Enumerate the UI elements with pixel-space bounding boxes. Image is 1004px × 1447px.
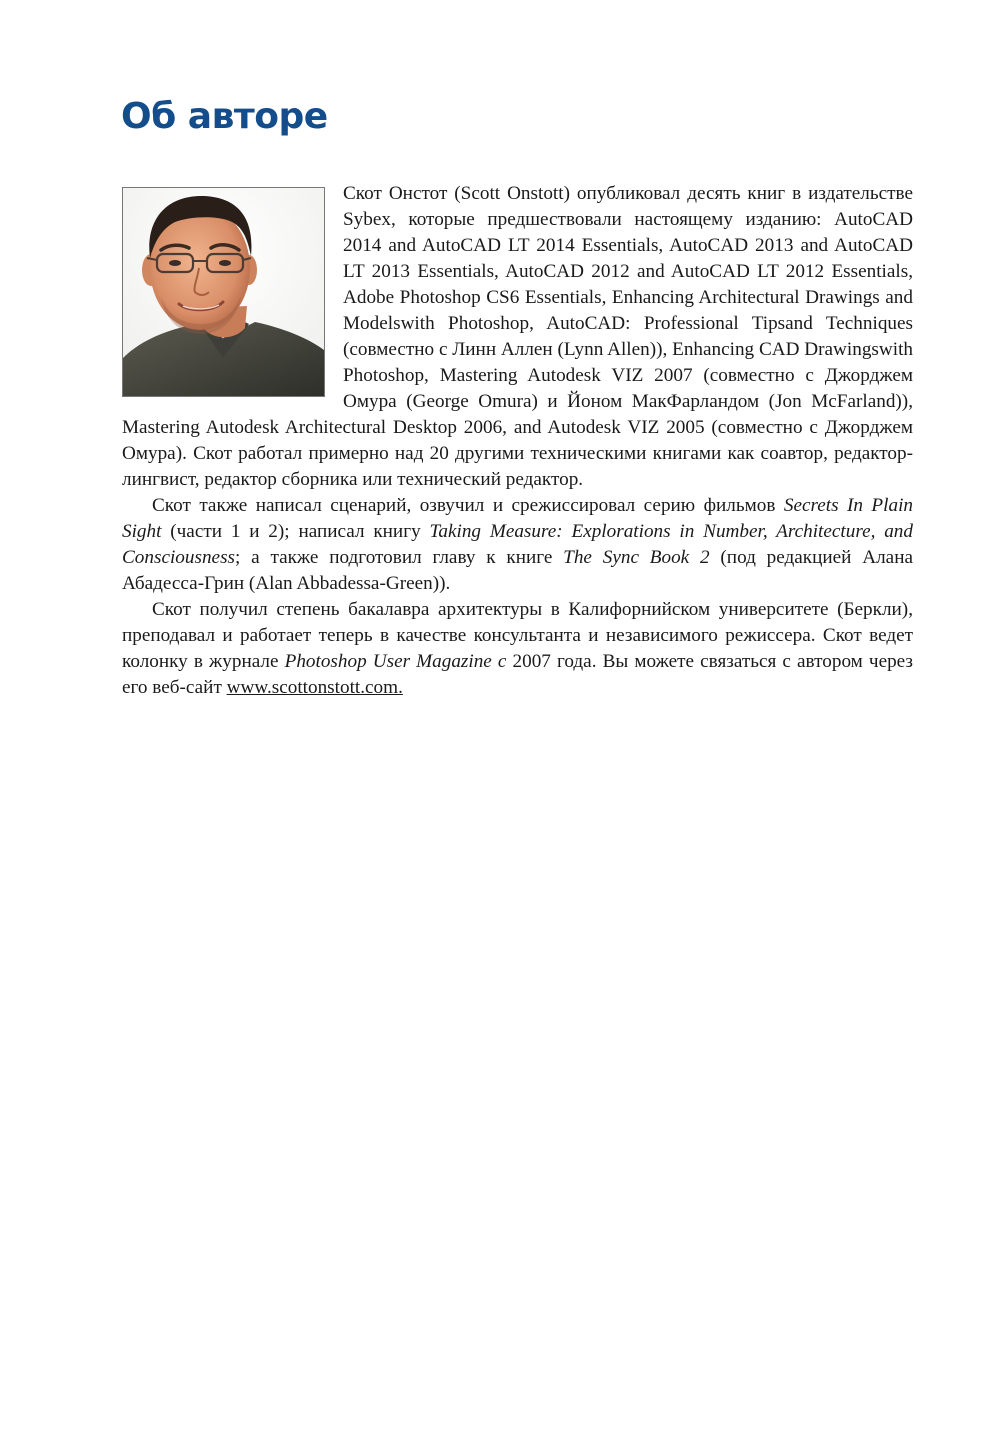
text-segment: (под редакцией Алана Абадесса-Грин (Alan Abbadessa-Green)). — [122, 547, 913, 594]
text-segment: (части 1 и 2); написал книгу — [161, 521, 430, 542]
paragraph-bibliography: Скот Онстот (Scott Onstott) опубликовал десять книг в издательстве Sybex, которые предшествовали настоящему изданию: AutoCAD 2014 and AutoCAD LT 2014 Essentials, AutoCAD 2013 and AutoCAD LT 2013 Essentials, AutoCAD 2012 and AutoCAD LT 2012 Essentials, Adobe Photoshop CS6 Essentials, Enhancing Architectural Drawings and Modelswith Photoshop, AutoCAD: Professional Tipsand Techniques (совместно с Линн Аллен (Lynn Allen)), Enhancing CAD Drawingswith Photoshop, Mastering Autodesk VIZ 2007 (совместно с Джорджем Омура (George Omura) и Йоном МакФарландом (Jon McFarland)), Mastering Autodesk Architectural Desktop 2006, and Autodesk VIZ 2005 (совместно с Джорджем Омура). Скот работал примерно над 20 другими техническими книгами как соавтор, редактор-лингвист, редактор сборника или технический редактор. — [122, 183, 913, 490]
text-segment: 2007 года. Вы можете связаться с автором через его веб-сайт — [122, 651, 914, 698]
paragraph-education-contact — [122, 597, 913, 701]
paragraph-films-books — [122, 493, 913, 597]
film-title: Secrets In Plain Sight — [122, 495, 913, 542]
text-segment: Скот получил степень бакалавра архитектуры в Калифорнийском университете (Беркли), преподавал и работает теперь в качестве консультанта и независимого режиссера. Скот ведет колонку в журнале — [122, 599, 913, 672]
text-segment: Скот также написал сценарий, озвучил и срежиссировал серию фильмов — [152, 495, 784, 516]
book-title: Taking Measure: Explorations in Number, Architecture, and Consciousness — [122, 521, 913, 568]
page-title: Об авторе — [121, 96, 328, 137]
book-title: The Sync Book 2 — [563, 547, 710, 568]
website-link[interactable]: www.scottonstott.com. — [226, 677, 403, 698]
magazine-title: Photoshop User Magazine с — [284, 651, 507, 672]
text-segment: ; а также подготовил главу к книге — [235, 547, 564, 568]
author-portrait-icon — [122, 187, 325, 397]
about-author-text — [122, 181, 913, 701]
